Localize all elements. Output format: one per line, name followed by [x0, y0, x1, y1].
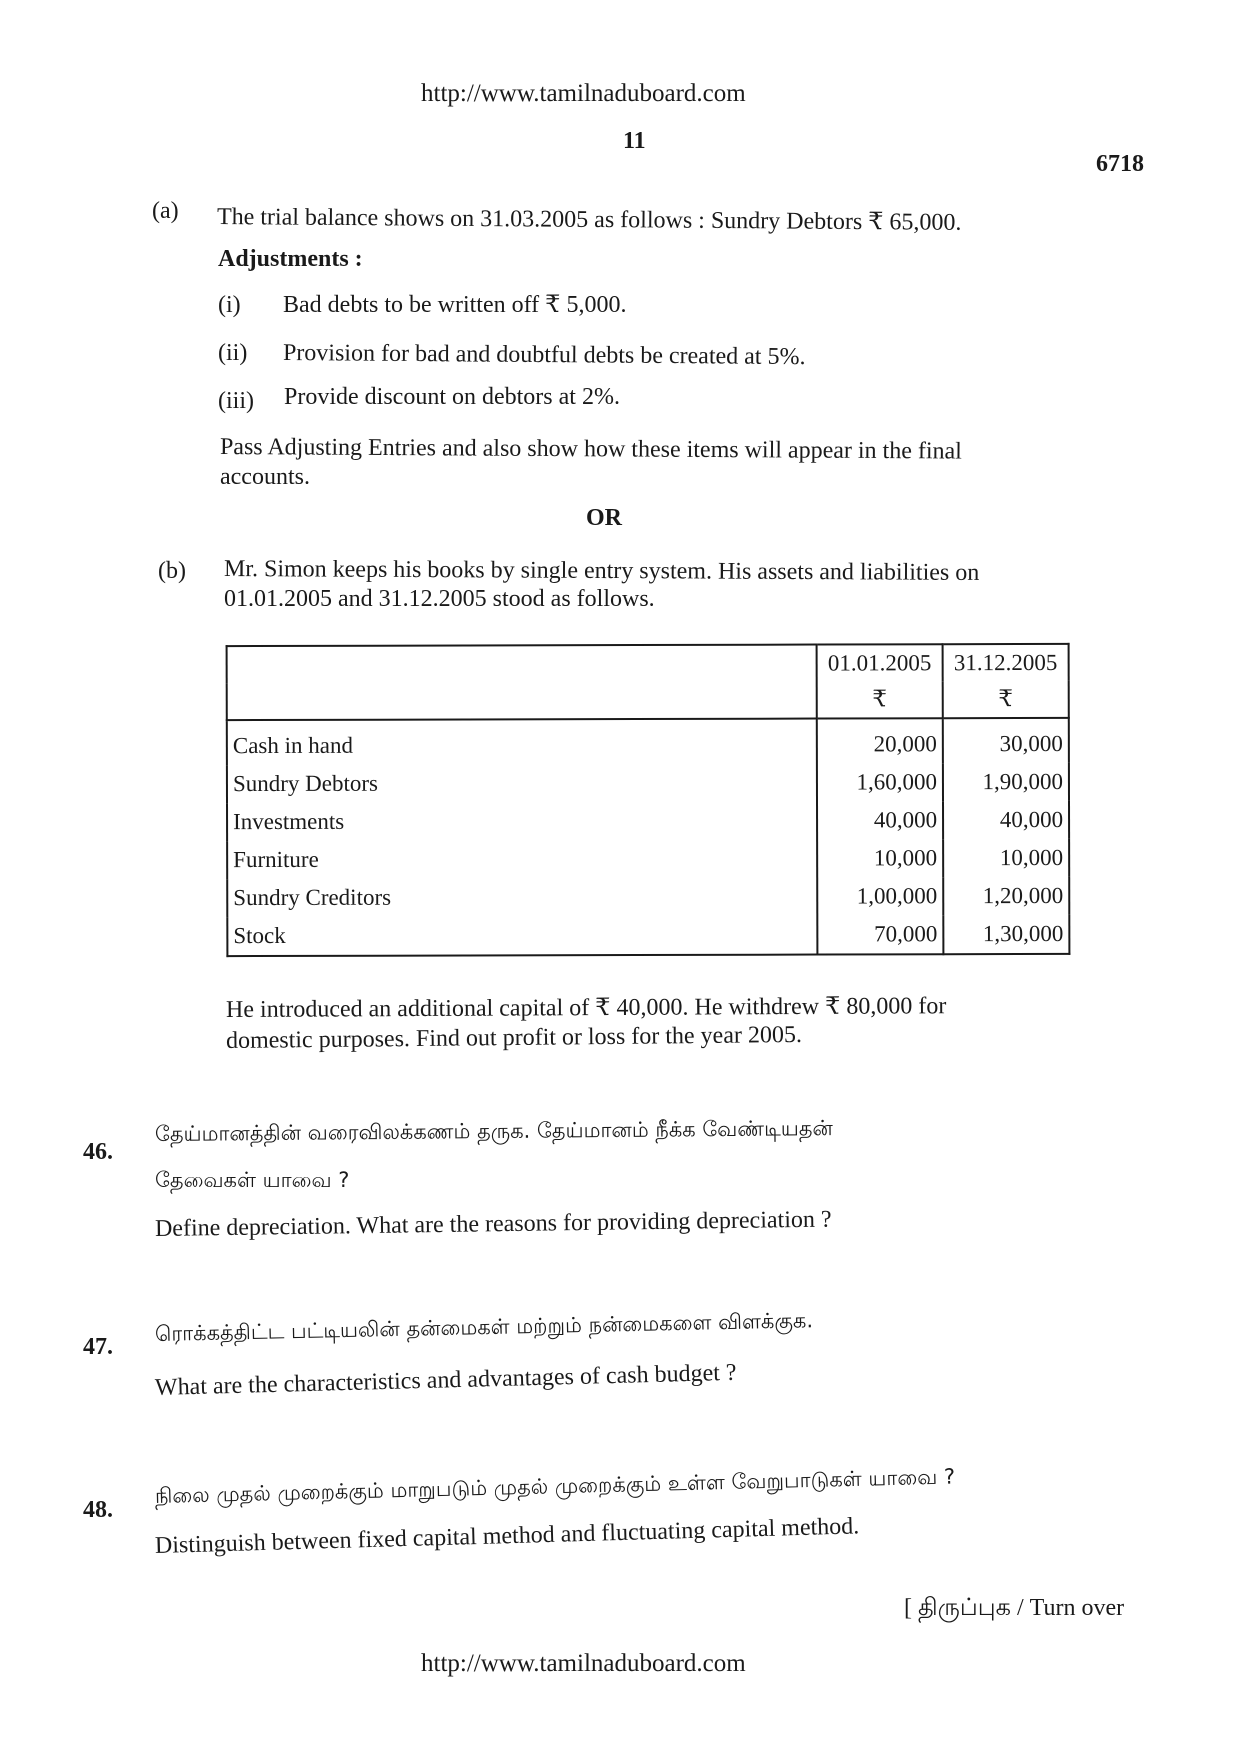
assets-liabilities-table: [226, 643, 1071, 957]
row-value-end: 30,000: [943, 718, 1069, 763]
q45b-after-line1: He introduced an additional capital of ₹ 40,000. He withdrew ₹ 80,000 for: [225, 993, 947, 1023]
table-row: [227, 915, 1069, 956]
row-item: Investments: [227, 802, 817, 842]
row-value-start: 20,000: [817, 718, 943, 763]
header-blank-cell: [227, 682, 817, 721]
table-row: [227, 839, 1069, 879]
paper-code: 6718: [1096, 151, 1144, 177]
row-value-end: 1,90,000: [943, 763, 1069, 801]
adjustment-num: (ii): [218, 340, 248, 366]
header-date-start: 01.01.2005: [817, 644, 943, 681]
q45a-label: (a): [152, 198, 179, 224]
q47-number: 47.: [83, 1334, 113, 1360]
q46-tamil-line2: தேவைகள் யாவை ?: [155, 1168, 350, 1192]
q45a-instruction-line2: accounts.: [220, 464, 310, 490]
header-blank-cell: [227, 645, 817, 684]
q46-number: 46.: [83, 1139, 113, 1165]
currency-symbol: ₹: [817, 681, 943, 718]
q45b-intro-line1: Mr. Simon keeps his books by single entry system. His assets and liabilities on: [223, 556, 980, 586]
row-item: Sundry Debtors: [227, 764, 817, 804]
q48-number: 48.: [83, 1497, 113, 1523]
adjustment-text: Provide discount on debtors at 2%.: [284, 384, 620, 410]
q45b-label: (b): [158, 558, 186, 584]
footer-url: http://www.tamilnaduboard.com: [421, 1650, 746, 1677]
adjustment-num: (i): [218, 292, 241, 318]
table-row: [227, 718, 1069, 765]
row-value-start: 1,60,000: [817, 763, 943, 801]
row-item: Stock: [227, 916, 817, 957]
q47-tamil: ரொக்கத்திட்ட பட்டியலின் தன்மைகள் மற்றும் நன்மைகளை விளக்குக.: [154, 1308, 814, 1346]
q46-english: Define depreciation. What are the reasons for providing depreciation ?: [154, 1206, 832, 1242]
q48-english: Distinguish between fixed capital method and fluctuating capital method.: [154, 1513, 860, 1559]
row-value-end: 1,20,000: [943, 877, 1069, 915]
row-value-start: 40,000: [817, 801, 943, 839]
row-value-start: 10,000: [817, 839, 943, 877]
header-url: http://www.tamilnaduboard.com: [421, 80, 746, 107]
row-item: Sundry Creditors: [227, 878, 817, 918]
q45a-instruction-line1: Pass Adjusting Entries and also show how these items will appear in the final: [219, 434, 962, 465]
adjustments-heading: Adjustments :: [218, 246, 363, 272]
q45a-line1: The trial balance shows on 31.03.2005 as follows : Sundry Debtors ₹ 65,000.: [216, 204, 962, 236]
adjustment-num: (iii): [218, 388, 254, 414]
header-date-end: 31.12.2005: [943, 644, 1069, 681]
row-value-start: 70,000: [817, 915, 943, 954]
q45b-intro-line2: 01.01.2005 and 31.12.2005 stood as follows.: [224, 586, 655, 612]
row-value-start: 1,00,000: [817, 877, 943, 915]
row-item: Cash in hand: [227, 719, 817, 766]
q48-tamil: நிலை முதல் முறைக்கும் மாறுபடும் முதல் முறைக்கும் உள்ள வேறுபாடுகள் யாவை ?: [154, 1464, 956, 1508]
adjustment-text: Provision for bad and doubtful debts be created at 5%.: [282, 340, 806, 371]
currency-symbol: ₹: [943, 681, 1069, 718]
row-item: Furniture: [227, 840, 817, 880]
table-row: [227, 763, 1069, 803]
row-value-end: 10,000: [943, 839, 1069, 877]
q47-english: What are the characteristics and advantages of cash budget ?: [154, 1359, 737, 1401]
table-row: [227, 877, 1069, 917]
adjustment-text: Bad debts to be written off ₹ 5,000.: [283, 292, 627, 318]
q45b-after-line2: domestic purposes. Find out profit or loss for the year 2005.: [225, 1021, 803, 1054]
q46-tamil-line1: தேய்மானத்தின் வரைவிலக்கணம் தருக. தேய்மானம் நீக்க வேண்டியதன்: [154, 1116, 833, 1146]
turn-over-note: [ திருப்புக / Turn over: [904, 1595, 1125, 1621]
or-separator: OR: [586, 505, 622, 531]
table-header-row: [227, 644, 1069, 683]
page-number: 11: [623, 128, 646, 154]
row-value-end: 1,30,000: [943, 915, 1069, 954]
table-currency-row: [227, 681, 1069, 720]
row-value-end: 40,000: [943, 801, 1069, 839]
table-row: [227, 801, 1069, 841]
